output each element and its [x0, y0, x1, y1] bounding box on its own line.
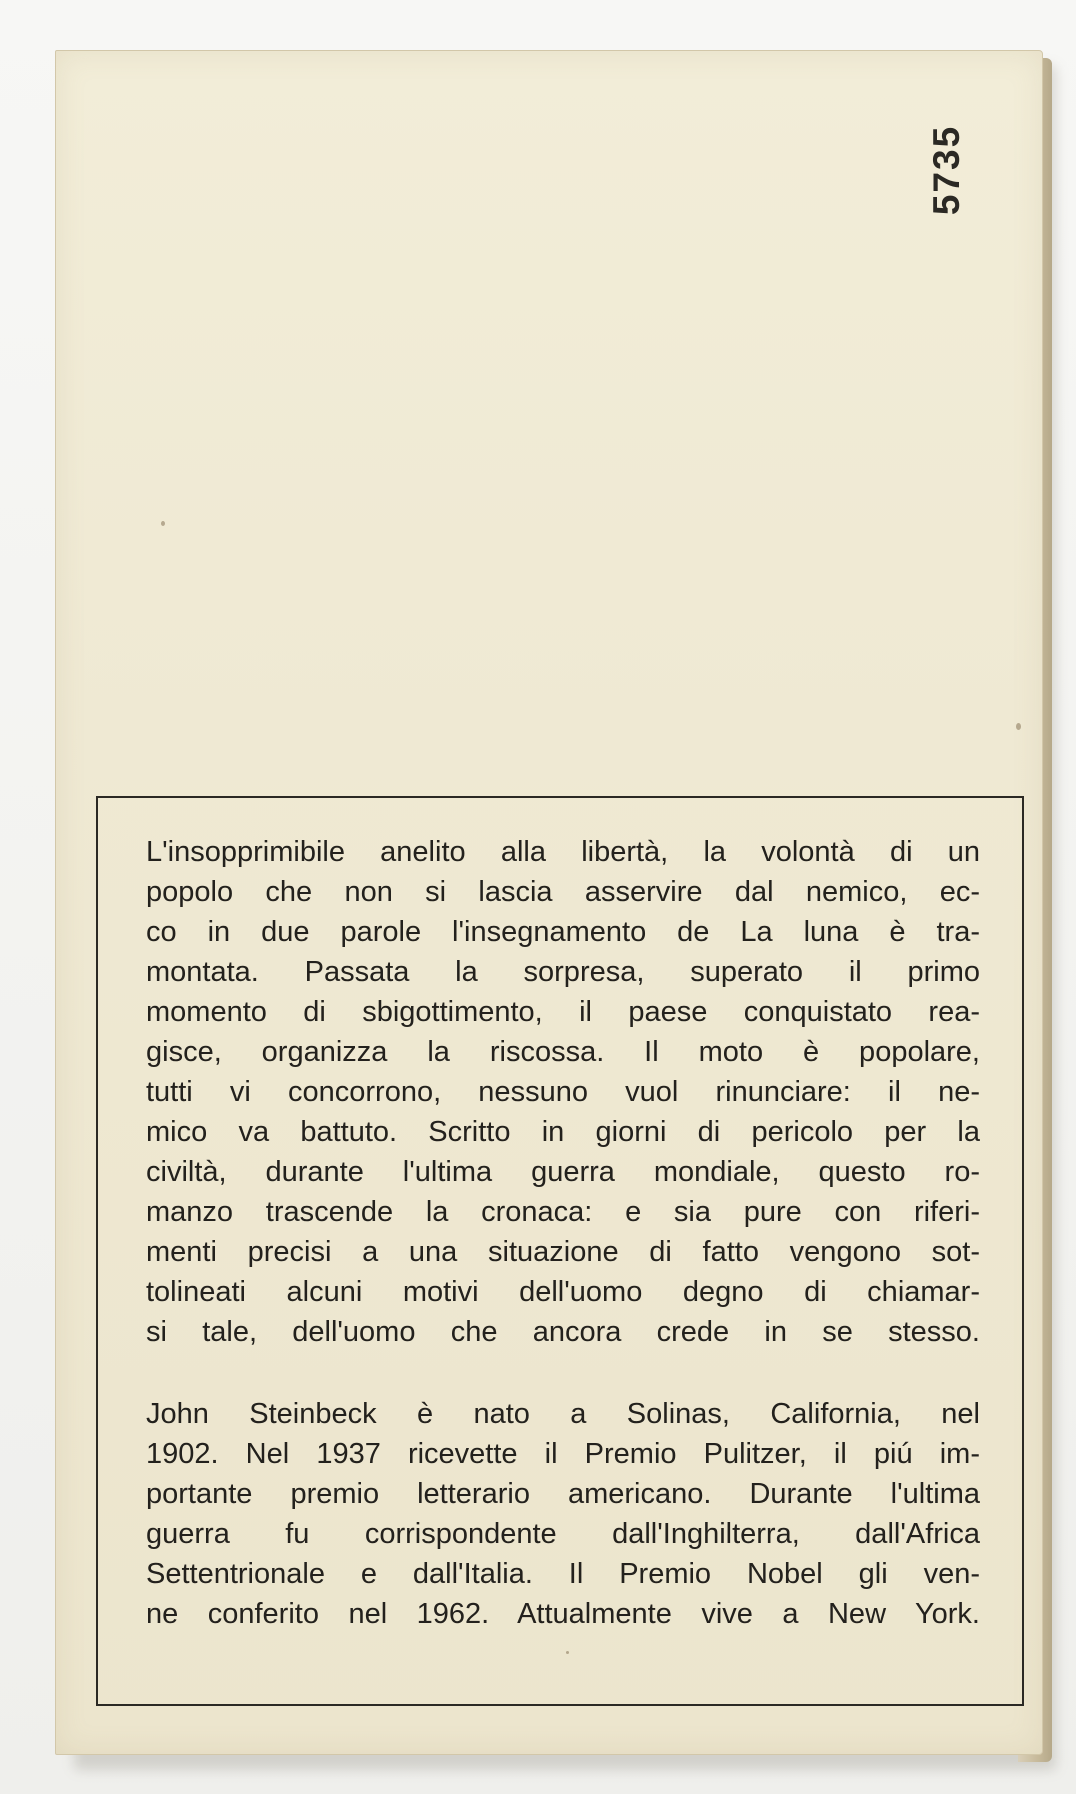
synopsis-paragraph [146, 832, 980, 1352]
biography-line: John Steinbeck è nato a Solinas, California, nel [146, 1398, 980, 1430]
synopsis-line: si tale, dell'uomo che ancora crede in se stesso. [146, 1316, 980, 1348]
synopsis-line: L'insopprimibile anelito alla libertà, la volontà di un [146, 836, 980, 868]
catalog-number: 5735 [926, 124, 967, 216]
synopsis-line: gisce, organizza la riscossa. Il moto è popolare, [146, 1036, 980, 1068]
biography-line: portante premio letterario americano. Durante l'ultima [146, 1478, 980, 1510]
synopsis-line: popolo che non si lascia asservire dal nemico, ec- [146, 876, 980, 908]
synopsis-line: civiltà, durante l'ultima guerra mondiale, questo ro- [146, 1156, 980, 1188]
biography-line: Settentrionale e dall'Italia. Il Premio Nobel gli ven- [146, 1558, 980, 1590]
biography-line: ne conferito nel 1962. Attualmente vive a New York. [146, 1598, 980, 1630]
biography-line: 1902. Nel 1937 ricevette il Premio Pulitzer, il piú im- [146, 1438, 980, 1470]
synopsis-line: co in due parole l'insegnamento de La luna è tra- [146, 916, 980, 948]
synopsis-line: tolineati alcuni motivi dell'uomo degno di chiamar- [146, 1276, 980, 1308]
synopsis-line: tutti vi concorrono, nessuno vuol rinunciare: il ne- [146, 1076, 980, 1108]
synopsis-line: montata. Passata la sorpresa, superato il primo [146, 956, 980, 988]
biography-line: guerra fu corrispondente dall'Inghilterra, dall'Africa [146, 1518, 980, 1550]
cover-speck [1016, 723, 1021, 730]
synopsis-line: momento di sbigottimento, il paese conquistato rea- [146, 996, 980, 1028]
blurb-panel [96, 796, 1024, 1706]
biography-paragraph [146, 1394, 980, 1634]
synopsis-line: mico va battuto. Scritto in giorni di pericolo per la [146, 1116, 980, 1148]
paragraph-gap [146, 1352, 980, 1394]
synopsis-line: menti precisi a una situazione di fatto vengono sot- [146, 1236, 980, 1268]
cover-speck [161, 521, 165, 526]
synopsis-line: manzo trascende la cronaca: e sia pure con riferi- [146, 1196, 980, 1228]
